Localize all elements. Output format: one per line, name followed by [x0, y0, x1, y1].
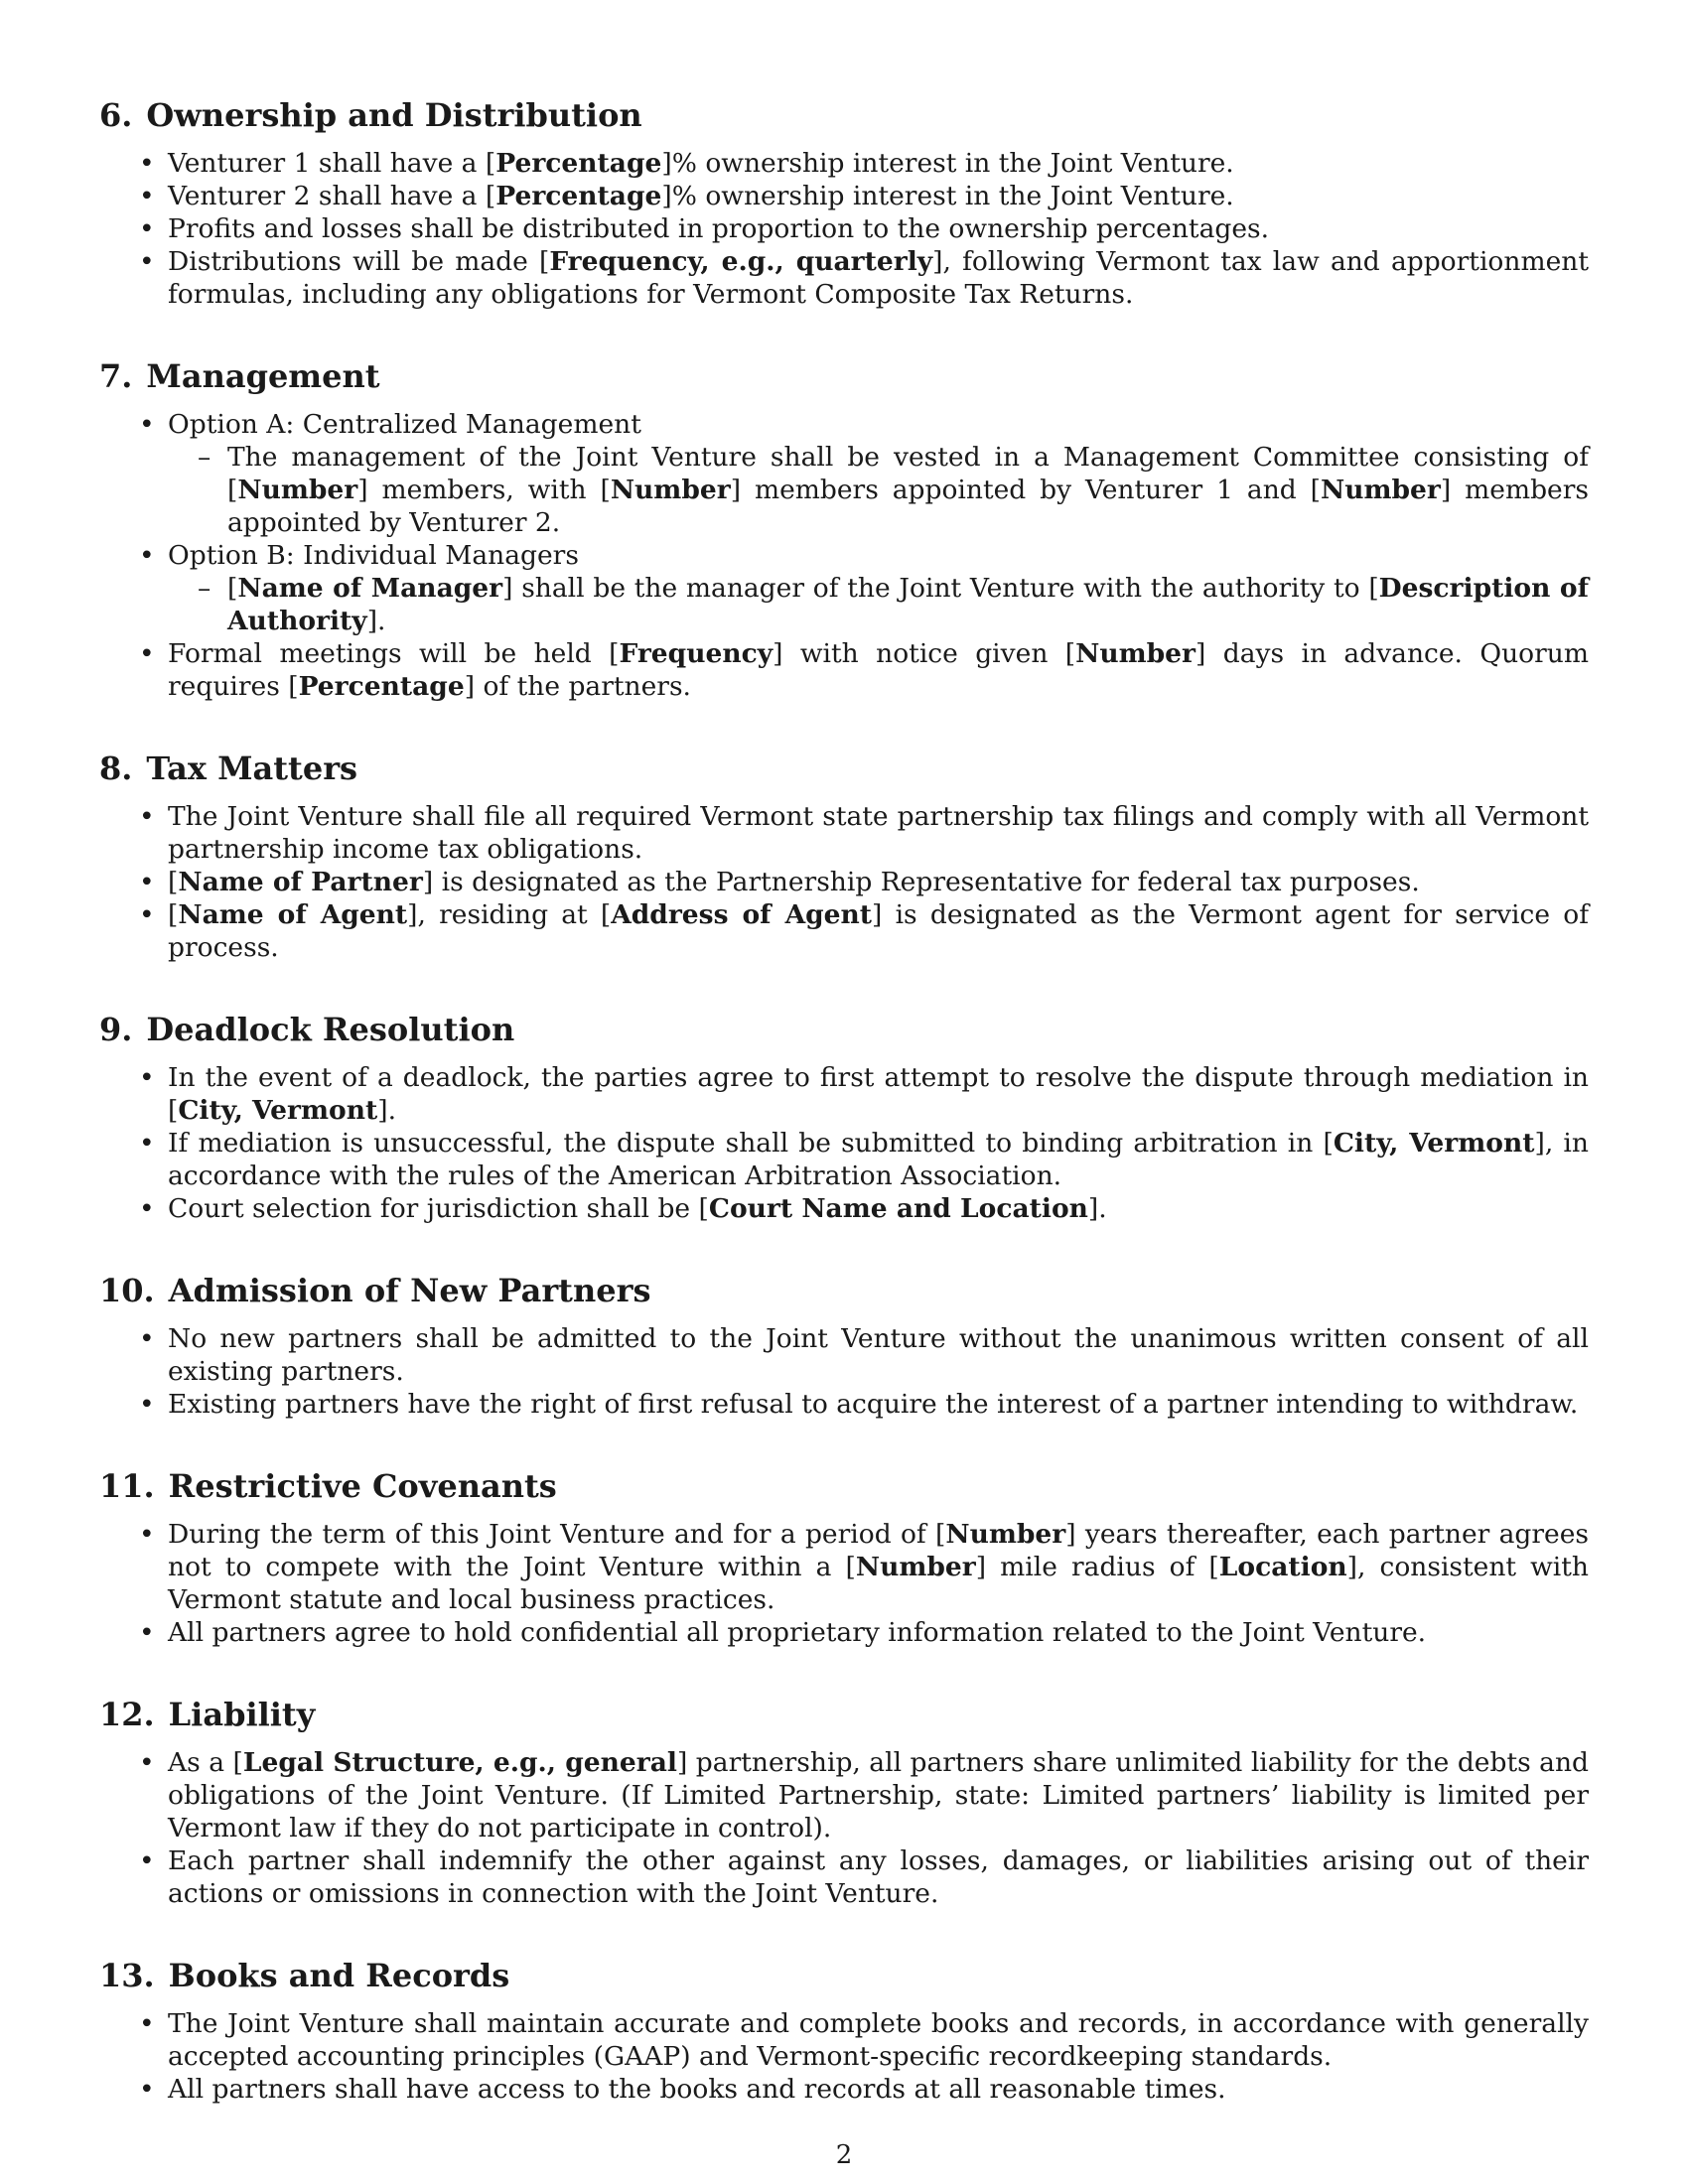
clause-item [99, 1616, 1589, 1649]
section-number: 11. [99, 1467, 155, 1505]
clause-text: ] with notice given [ [773, 638, 1076, 669]
section-number: 12. [99, 1696, 155, 1733]
clause-text: Each partner shall indemnify the other against any losses, damages, or liabilities arising out of their actions or omissions in connection with the Joint Venture. [168, 1845, 1589, 1909]
placeholder-field: Number [1075, 638, 1196, 669]
clause-list [99, 2007, 1589, 2106]
clause-item [99, 1127, 1589, 1192]
clause-text: [ [485, 181, 496, 211]
clause-list [99, 1322, 1589, 1421]
placeholder-field: City, Vermont [178, 1095, 378, 1126]
clause-text: Option A: Centralized Management [168, 409, 641, 440]
placeholder-field: Court Name and Location [708, 1193, 1088, 1224]
placeholder-field: Location [1218, 1552, 1347, 1582]
sub-clause-list [168, 572, 1589, 637]
clause-text: Venturer 1 shall have a [168, 148, 486, 179]
section-heading [99, 356, 1589, 396]
section-title: Books and Records [168, 1957, 510, 1994]
section-heading [99, 1695, 1589, 1734]
clause-item [99, 539, 1589, 637]
clause-item [99, 180, 1589, 212]
section-title: Ownership and Distribution [146, 96, 642, 134]
placeholder-field: Frequency [619, 638, 774, 669]
placeholder-field: Number [1320, 475, 1441, 505]
clause-text: Formal meetings will be held [ [168, 638, 620, 669]
section-title: Deadlock Resolution [146, 1011, 515, 1048]
clause-text: Existing partners have the right of first refusal to acquire the interest of a partner intending to withdraw. [168, 1389, 1579, 1420]
section-restrictive-covenants [99, 1466, 1589, 1649]
placeholder-field: Number [237, 475, 358, 505]
clause-text: All partners agree to hold confidential all proprietary information related to the Joint Venture. [168, 1617, 1427, 1648]
clause-text: Distributions will be made [ [168, 246, 550, 277]
clause-text: ] mile radius of [ [975, 1552, 1219, 1582]
section-title: Restrictive Covenants [168, 1467, 557, 1505]
clause-text: ] is designated as the Vermont agent for service of process. [168, 899, 1590, 963]
clause-text: ]. [1087, 1193, 1107, 1224]
clause-text: ], consistent with Vermont statute and local business practices. [168, 1552, 1590, 1615]
clause-text: Court selection for jurisdiction shall be [ [168, 1193, 709, 1224]
section-heading [99, 749, 1589, 788]
clause-item [99, 212, 1589, 245]
clause-text: ], residing at [ [407, 899, 612, 930]
clause-text: No new partners shall be admitted to the Joint Venture without the unanimous written consent of all existing partners. [168, 1323, 1589, 1387]
placeholder-field: Name of Manager [237, 573, 503, 604]
clause-text: Profits and losses shall be distributed in proportion to the ownership percentages. [168, 213, 1270, 244]
clause-item [99, 2007, 1589, 2073]
clause-text: ]% [661, 148, 697, 179]
section-tax-matters [99, 749, 1589, 964]
placeholder-field: Name of Agent [178, 899, 408, 930]
placeholder-field: Percentage [495, 148, 662, 179]
sub-clause-item [168, 572, 1589, 637]
clause-item [99, 408, 1589, 539]
section-number: 6. [99, 96, 133, 134]
clause-text: In the event of a deadlock, the parties agree to first attempt to resolve the dispute through mediation in [ [168, 1062, 1589, 1126]
placeholder-field: Description of Authority [227, 573, 1589, 636]
placeholder-field: Address of Agent [611, 899, 873, 930]
clause-item [99, 1322, 1589, 1388]
section-liability [99, 1695, 1589, 1910]
clause-text: ]% [661, 181, 697, 211]
placeholder-field: Legal Structure, e.g., general [242, 1747, 677, 1778]
clause-item [99, 2073, 1589, 2106]
placeholder-field: Name of Partner [178, 867, 423, 897]
sub-clause-list [168, 441, 1589, 539]
placeholder-field: Frequency, e.g., quarterly [549, 246, 933, 277]
section-number: 10. [99, 1272, 155, 1309]
document-body [99, 95, 1589, 2151]
section-number: 9. [99, 1011, 133, 1048]
clause-item [99, 1844, 1589, 1910]
clause-list [99, 800, 1589, 964]
clause-text: ]. [377, 1095, 396, 1126]
section-heading [99, 1466, 1589, 1506]
clause-item [99, 898, 1589, 964]
clause-text: All partners shall have access to the books and records at all reasonable times. [168, 2074, 1226, 2105]
clause-text: Venturer 2 shall have a [168, 181, 486, 211]
section-title: Tax Matters [146, 750, 358, 787]
clause-text: During the term of this Joint Venture and for a period of [ [168, 1519, 946, 1550]
clause-text: If mediation is unsuccessful, the dispute shall be submitted to binding arbitration in [ [168, 1128, 1334, 1159]
section-heading [99, 1010, 1589, 1049]
clause-text: ] is designated as the Partnership Representative for federal tax purposes. [422, 867, 1420, 897]
section-title: Liability [168, 1696, 316, 1733]
clause-text: [ [168, 899, 179, 930]
clause-text: ] members appointed by Venturer 1 and [ [730, 475, 1321, 505]
clause-text: The Joint Venture shall file all required Vermont state partnership tax filings and comply with all Vermont partnership income tax obligations. [168, 801, 1589, 865]
placeholder-field: City, Vermont [1333, 1128, 1535, 1159]
clause-text: ] years thereafter, each partner agrees not to compete with the Joint Venture within a [ [168, 1519, 1589, 1582]
clause-list [99, 1518, 1589, 1649]
clause-text: As a [ [168, 1747, 243, 1778]
section-management [99, 356, 1589, 703]
clause-text: [ [227, 573, 238, 604]
clause-item [99, 1192, 1589, 1225]
section-number: 13. [99, 1957, 155, 1994]
clause-text: The management of the Joint Venture shall be vested in a Management Committee consisting of [ [227, 442, 1589, 505]
clause-item [99, 1388, 1589, 1421]
page-number: 2 [835, 2140, 853, 2170]
clause-text: ] shall be the manager of the Joint Venture with the authority to [ [502, 573, 1379, 604]
clause-text: ]. [366, 606, 386, 636]
clause-text: ], following Vermont tax law and apportionment formulas, including any obligations for Vermont Composite Tax Returns. [168, 246, 1589, 310]
section-heading [99, 1956, 1589, 1995]
clause-item [99, 800, 1589, 866]
clause-list [99, 147, 1589, 311]
placeholder-field: Number [945, 1519, 1066, 1550]
clause-text: ] of the partners. [464, 671, 691, 702]
section-title: Management [146, 357, 380, 395]
placeholder-field: Percentage [298, 671, 465, 702]
clause-item [99, 1518, 1589, 1616]
clause-list [99, 408, 1589, 703]
section-number: 7. [99, 357, 133, 395]
clause-text: ] days in advance. Quorum requires [ [168, 638, 1589, 702]
clause-text: ] partnership, all partners share unlimited liability for the debts and obligations of the Joint Venture. (If Limited Partnership, state: Limited partners’ liability is limited per Vermont law if they do not participate in control). [168, 1747, 1589, 1843]
section-deadlock-resolution [99, 1010, 1589, 1225]
section-number: 8. [99, 750, 133, 787]
placeholder-field: Number [610, 475, 731, 505]
clause-text: ], in accordance with the rules of the American Arbitration Association. [168, 1128, 1589, 1191]
clause-text: ] members appointed by Venturer 2. [227, 475, 1589, 538]
clause-list [99, 1746, 1589, 1910]
clause-text: [ [168, 867, 179, 897]
clause-text: The Joint Venture shall maintain accurate and complete books and records, in accordance with generally accepted accounting principles (GAAP) and Vermont-specific recordkeeping standards. [168, 2008, 1589, 2072]
section-ownership-and-distribution [99, 95, 1589, 311]
clause-list [99, 1061, 1589, 1225]
clause-item [99, 866, 1589, 898]
clause-item [99, 637, 1589, 703]
section-books-and-records [99, 1956, 1589, 2106]
sub-clause-item [168, 441, 1589, 539]
clause-text: ownership interest in the Joint Venture. [696, 181, 1234, 211]
clause-text: ownership interest in the Joint Venture. [696, 148, 1234, 179]
clause-text: Option B: Individual Managers [168, 540, 579, 571]
section-heading [99, 95, 1589, 135]
clause-item [99, 1061, 1589, 1127]
placeholder-field: Percentage [495, 181, 662, 211]
section-admission-of-new-partners [99, 1271, 1589, 1421]
section-title: Admission of New Partners [168, 1272, 651, 1309]
placeholder-field: Number [855, 1552, 976, 1582]
clause-text: ] members, with [ [357, 475, 611, 505]
clause-text: [ [485, 148, 496, 179]
section-heading [99, 1271, 1589, 1310]
clause-item [99, 1746, 1589, 1844]
clause-item [99, 245, 1589, 311]
clause-item [99, 147, 1589, 180]
